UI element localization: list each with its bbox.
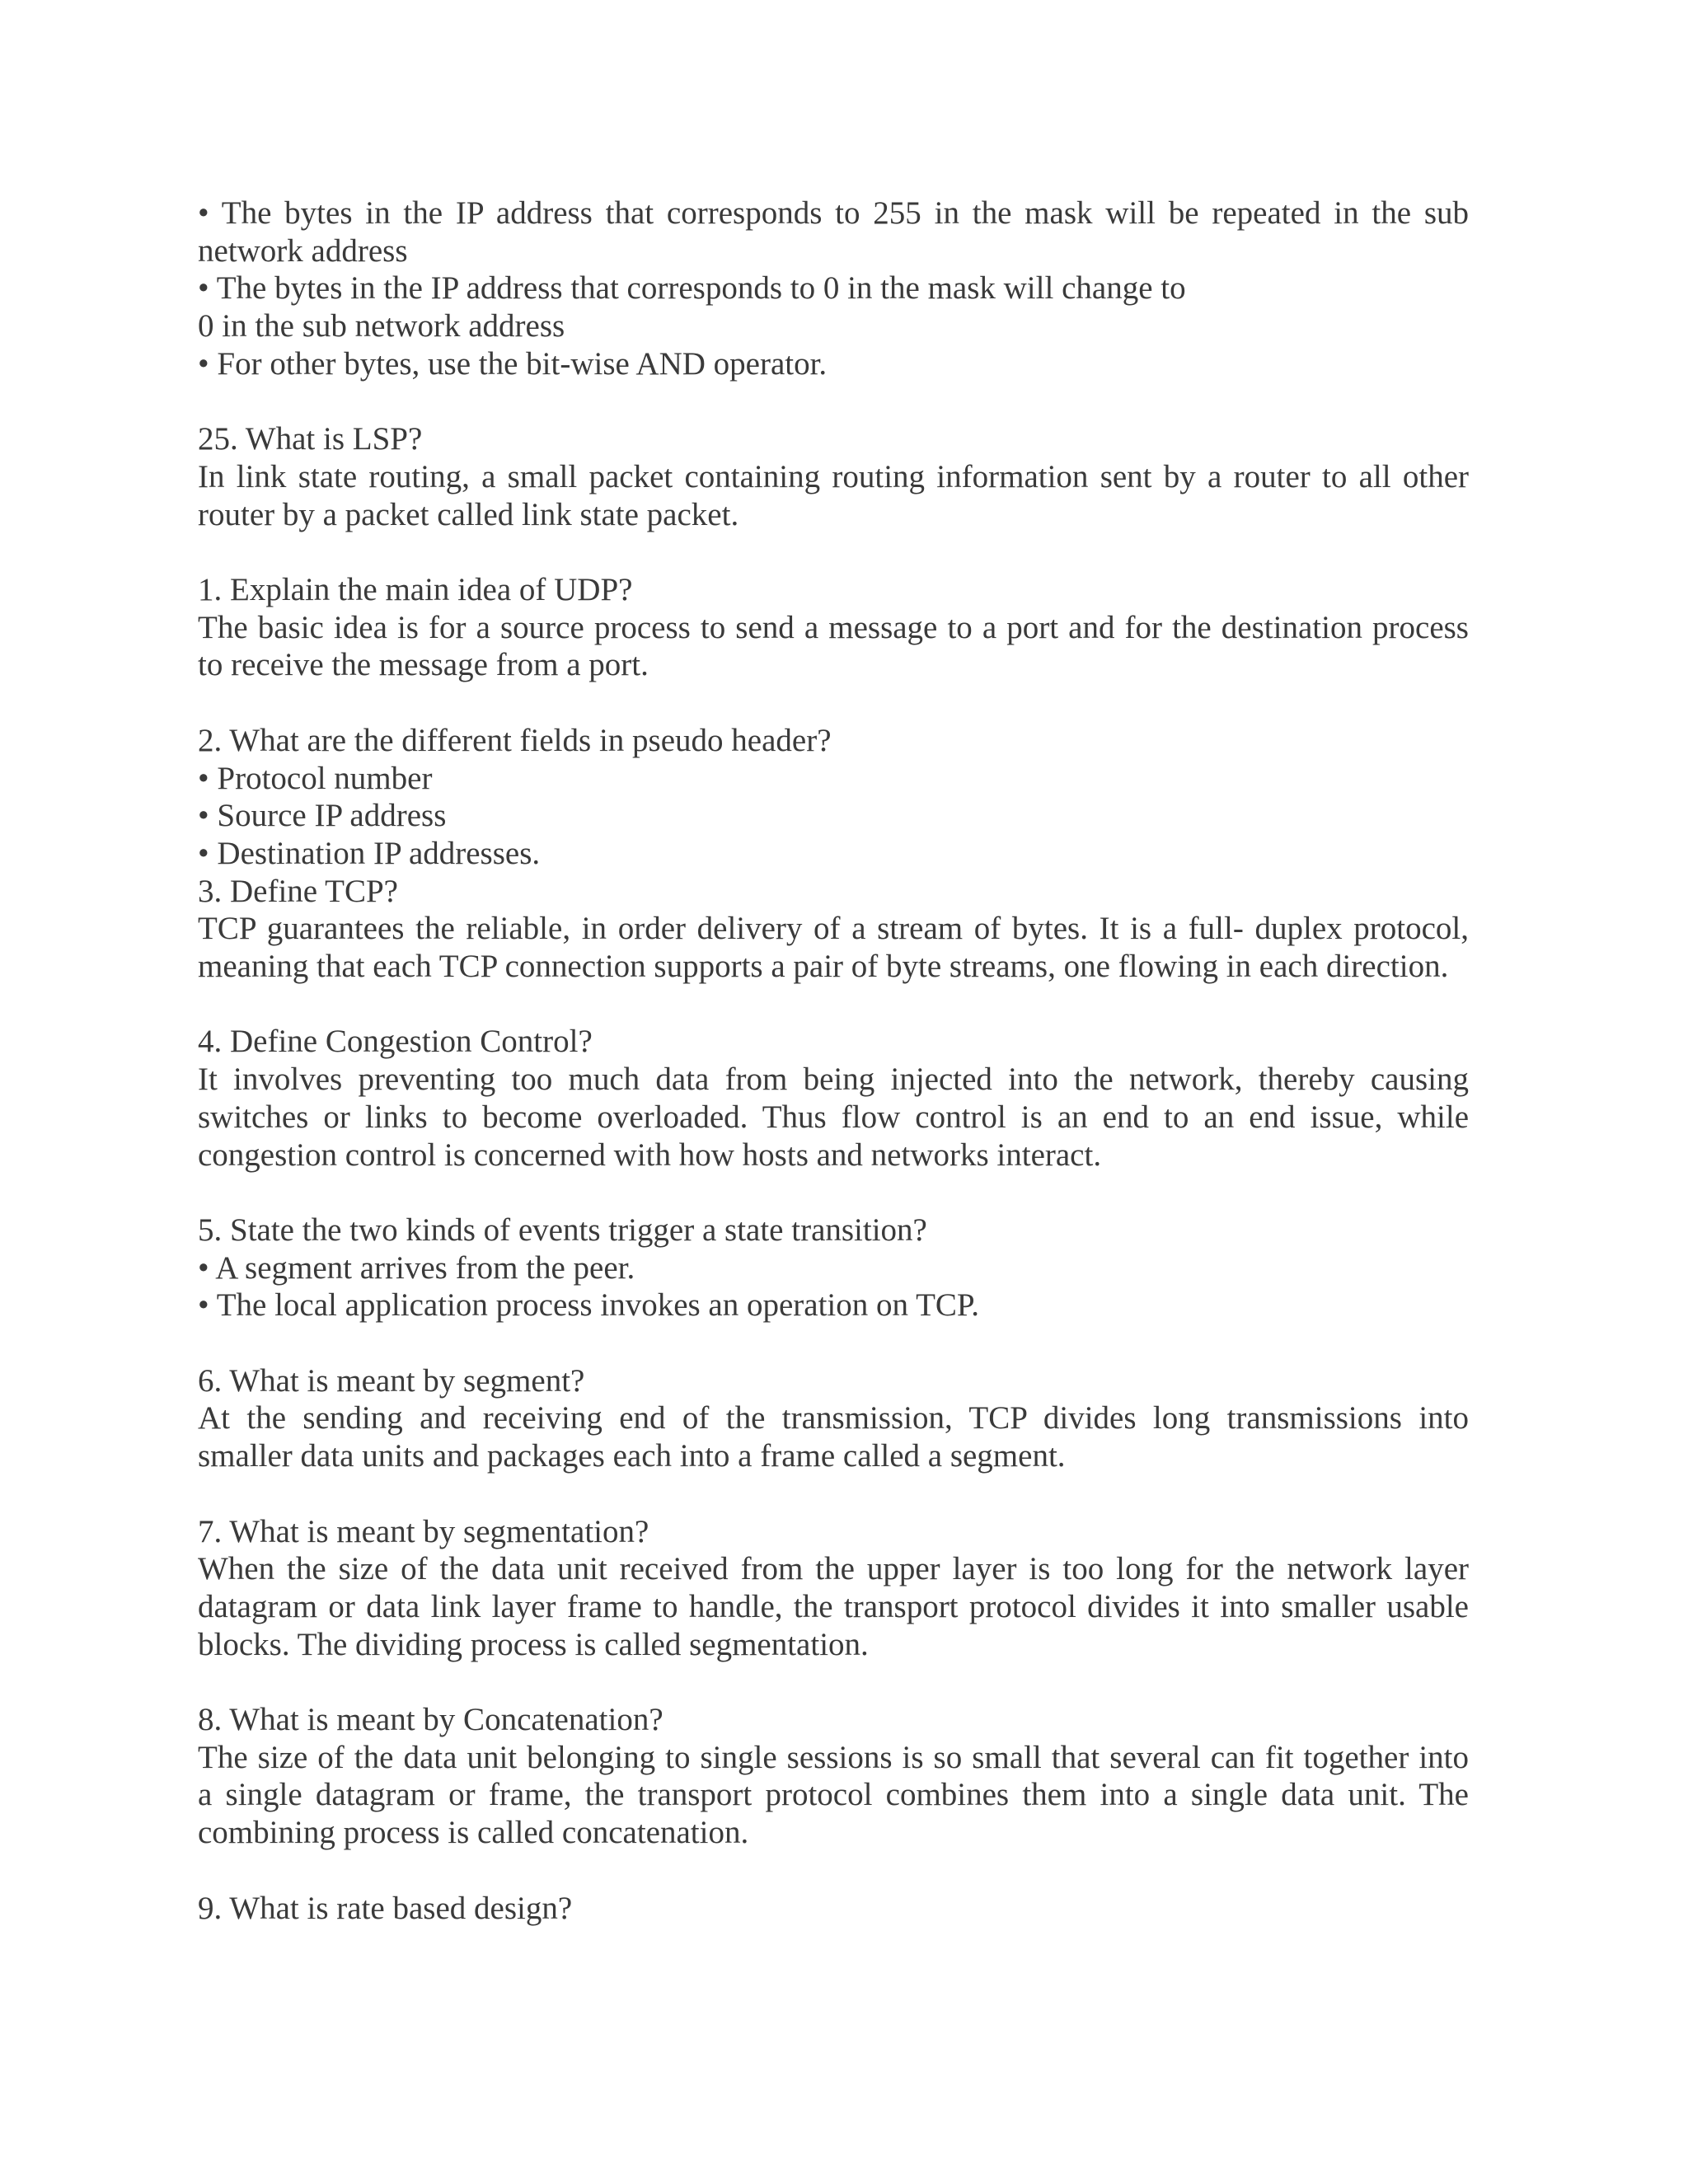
paragraph-gap	[198, 1663, 1469, 1701]
text-line: • The bytes in the IP address that corresponds to 255 in the mask will be repeated in the sub	[198, 195, 1469, 231]
paragraph-gap	[198, 1852, 1469, 1890]
question-heading: 1. Explain the main idea of UDP?	[198, 572, 633, 607]
paragraph-gap	[198, 986, 1469, 1024]
question-heading: 4. Define Congestion Control?	[198, 1024, 593, 1060]
answer-line: • Protocol number	[198, 760, 433, 796]
question-heading: 3. Define TCP?	[198, 873, 398, 909]
document-page	[198, 194, 1469, 1927]
question-heading: 7. What is meant by segmentation?	[198, 1513, 649, 1549]
answer-line: • Destination IP addresses.	[198, 835, 541, 871]
text-line: • The bytes in the IP address that corresponds to 0 in the mask will change to	[198, 270, 1186, 307]
question-heading: 5. State the two kinds of events trigger a state transition?	[198, 1212, 927, 1248]
answer-line: When the size of the data unit received from the upper layer is too long for the network layer	[198, 1551, 1469, 1587]
question-heading: 8. What is meant by Concatenation?	[198, 1702, 663, 1737]
answer-line: congestion control is concerned with how hosts and networks interact.	[198, 1137, 1102, 1173]
answer-line: switches or links to become overloaded. Thus flow control is an end to an end issue, while	[198, 1099, 1469, 1135]
answer-line: TCP guarantees the reliable, in order delivery of a stream of bytes. It is a full- duplex protocol,	[198, 911, 1469, 947]
answer-line: combining process is called concatenation.	[198, 1815, 749, 1851]
answer-line: to receive the message from a port.	[198, 647, 649, 683]
question-heading: 2. What are the different fields in pseudo header?	[198, 722, 832, 758]
answer-line: meaning that each TCP connection supports a pair of byte streams, one flowing in each direction.	[198, 949, 1449, 985]
answer-line: smaller data units and packages each into a frame called a segment.	[198, 1438, 1066, 1474]
paragraph-gap	[198, 1174, 1469, 1212]
answer-line: It involves preventing too much data from being injected into the network, thereby causing	[198, 1062, 1469, 1098]
answer-line: The size of the data unit belonging to single sessions is so small that several can fit together into	[198, 1739, 1469, 1775]
answer-line: blocks. The dividing process is called segmentation.	[198, 1626, 869, 1662]
answer-line: datagram or data link layer frame to handle, the transport protocol divides it into smaller usable	[198, 1588, 1469, 1624]
text-line: • For other bytes, use the bit-wise AND operator.	[198, 345, 828, 382]
paragraph-gap	[198, 684, 1469, 722]
paragraph-gap	[198, 1475, 1469, 1513]
answer-line: • A segment arrives from the peer.	[198, 1249, 635, 1286]
answer-line: The basic idea is for a source process to send a message to a port and for the destination process	[198, 609, 1469, 645]
answer-line: At the sending and receiving end of the transmission, TCP divides long transmissions into	[198, 1400, 1469, 1436]
question-heading: 9. What is rate based design?	[198, 1890, 573, 1926]
answer-line: router by a packet called link state packet.	[198, 496, 739, 532]
question-heading: 6. What is meant by segment?	[198, 1362, 585, 1399]
answer-line: • The local application process invokes an operation on TCP.	[198, 1287, 980, 1324]
paragraph-gap	[198, 383, 1469, 421]
answer-line: In link state routing, a small packet containing routing information sent by a router to all other	[198, 458, 1469, 494]
answer-line: a single datagram or frame, the transport protocol combines them into a single data unit. The	[198, 1777, 1469, 1813]
paragraph-gap	[198, 1324, 1469, 1362]
text-line: 0 in the sub network address	[198, 308, 565, 344]
question-heading: 25. What is LSP?	[198, 421, 423, 457]
paragraph-gap	[198, 533, 1469, 571]
text-line: network address	[198, 232, 408, 269]
answer-line: • Source IP address	[198, 798, 447, 834]
